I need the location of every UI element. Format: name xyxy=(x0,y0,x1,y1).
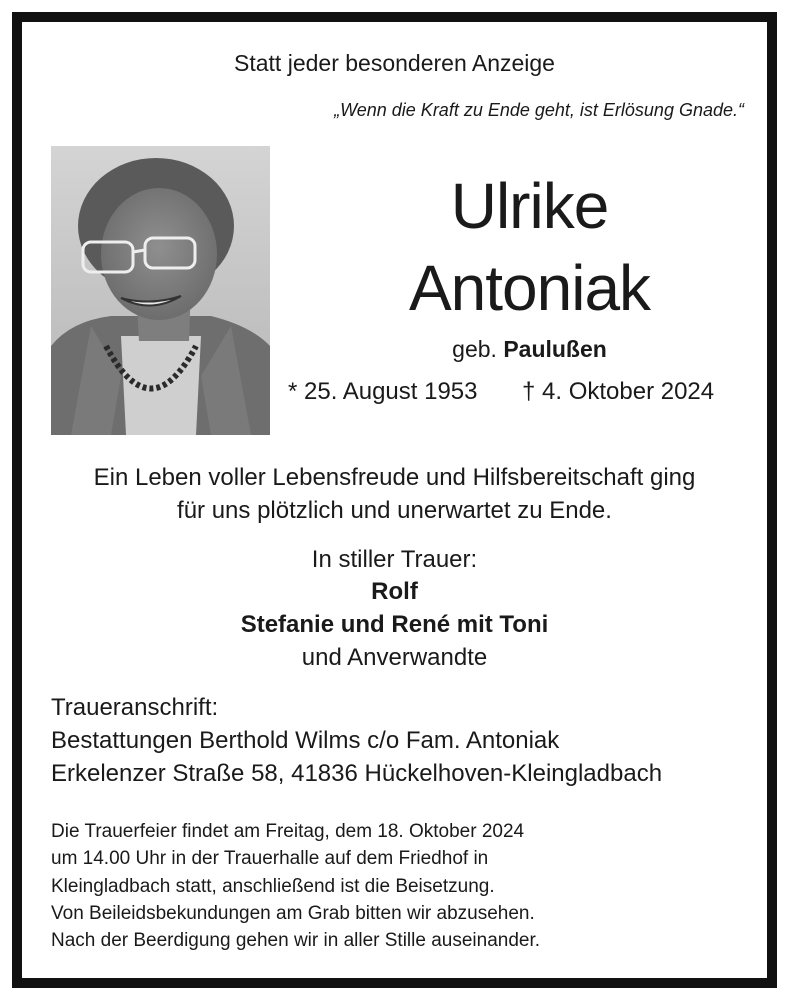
funeral-line: Die Trauerfeier findet am Freitag, dem 18. Oktober 2024 xyxy=(51,821,525,842)
notice-heading: Statt jeder besonderen Anzeige xyxy=(234,50,555,76)
birth-name-prefix: geb. xyxy=(452,336,497,362)
mourner-name: Rolf xyxy=(371,578,418,605)
address-line: Bestattungen Berthold Wilms c/o Fam. Antoniak xyxy=(51,727,560,754)
funeral-line: um 14.00 Uhr in der Trauerhalle auf dem Friedhof in xyxy=(51,848,489,869)
funeral-line: Nach der Beerdigung gehen wir in aller Stille auseinander. xyxy=(51,930,541,951)
address-label: Traueranschrift: xyxy=(51,694,219,721)
funeral-line: Von Beileidsbekundungen am Grab bitten wir abzusehen. xyxy=(51,903,535,924)
funeral-line: Kleingladbach statt, anschließend ist die Beisetzung. xyxy=(51,876,495,897)
address-line: Erkelenzer Straße 58, 41836 Hückelhoven-Kleingladbach xyxy=(51,760,663,787)
deceased-last-name: Antoniak xyxy=(408,252,651,324)
birth-name-value: Paulußen xyxy=(503,336,607,362)
mourning-intro: In stiller Trauer: xyxy=(311,546,478,573)
mourner-name: Stefanie und René mit Toni xyxy=(240,611,549,638)
birth-name xyxy=(270,336,789,363)
portrait-photo xyxy=(51,146,270,435)
deceased-first-name: Ulrike xyxy=(450,170,609,242)
life-text-line: für uns plötzlich und unerwartet zu Ende. xyxy=(177,497,612,524)
birth-date: * 25. August 1953 xyxy=(288,378,478,405)
life-text-line: Ein Leben voller Lebensfreude und Hilfsbereitschaft ging xyxy=(93,464,696,491)
death-date: † 4. Oktober 2024 xyxy=(522,378,715,405)
memorial-quote: „Wenn die Kraft zu Ende geht, ist Erlösung Gnade.“ xyxy=(334,100,744,120)
life-text xyxy=(0,461,789,527)
mourning-outro: und Anverwandte xyxy=(301,644,488,671)
